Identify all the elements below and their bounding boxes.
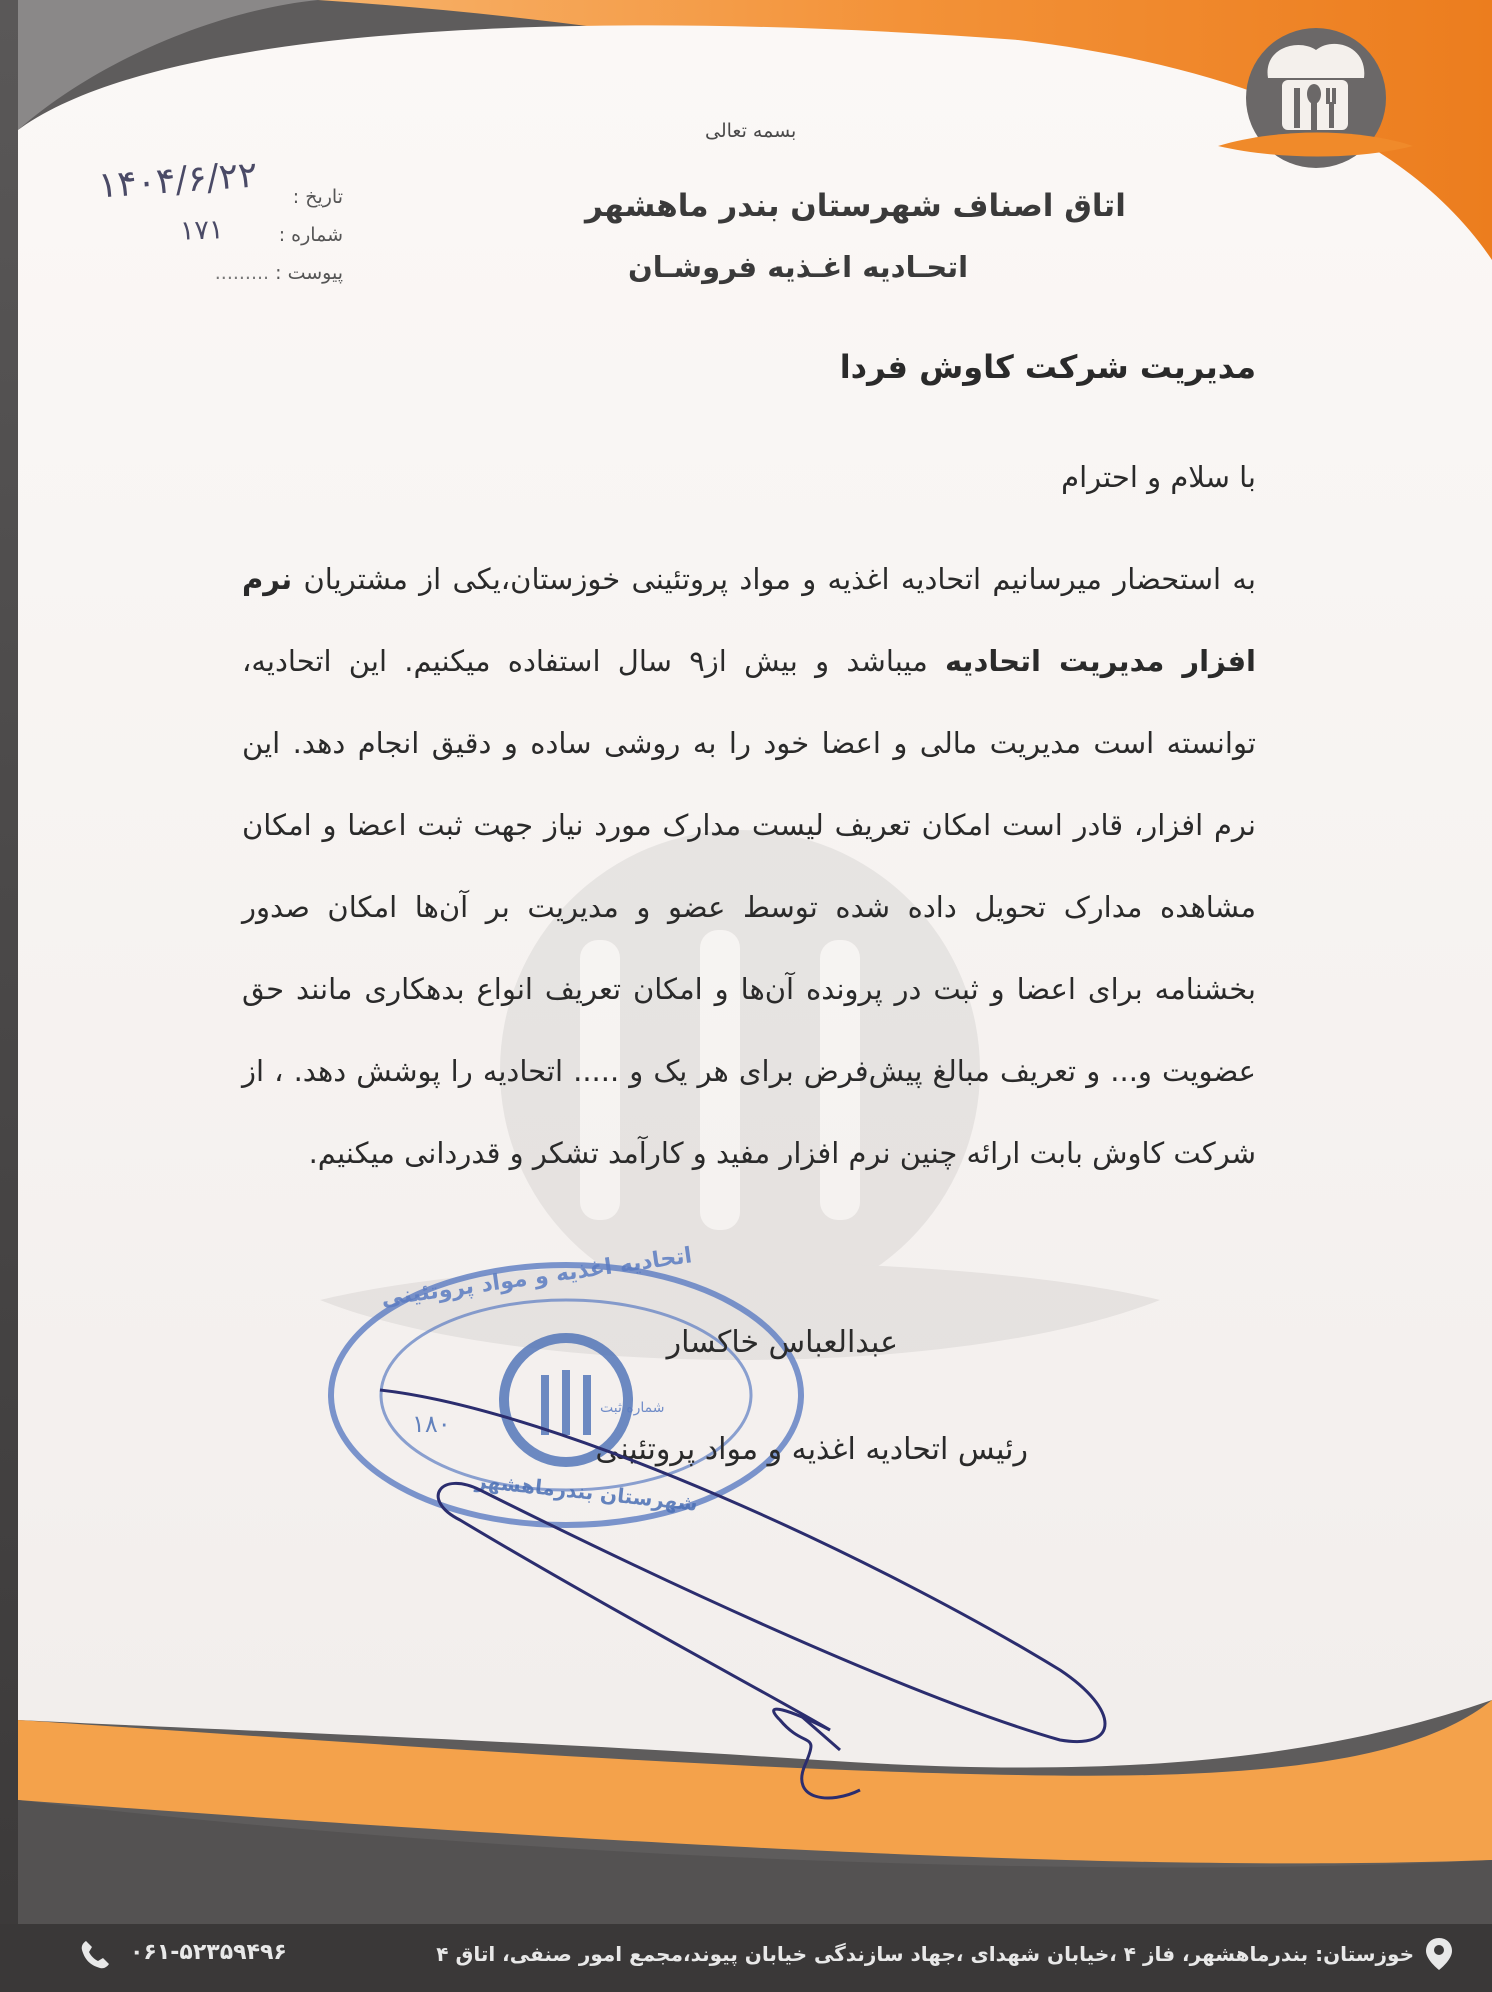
letter-greeting: با سلام و احترام (1061, 460, 1256, 494)
stamp-ring-text: اتحادیه اغذیه و مواد پروتئینی (379, 1243, 694, 1312)
letter-body (242, 538, 1256, 1194)
attachment-dots: ......... (214, 262, 270, 284)
letter-recipient: مدیریت شرکت کاوش فردا (839, 348, 1256, 386)
stamp-reg-number: ۱۸۰ (412, 1410, 451, 1438)
signer-title: رئیس اتحادیه اغذیه و مواد پروتئینی (595, 1432, 1028, 1467)
attachment-row (168, 254, 343, 292)
attachment-label: پیوست : (275, 262, 343, 284)
location-pin-icon (1424, 1936, 1454, 1972)
handwritten-signature (360, 1370, 1140, 1830)
org-name-line2: اتحـادیه اغـذیه فروشـان (628, 250, 969, 284)
signer-name: عبدالعباس خاکسار (666, 1325, 898, 1360)
number-label: شماره : (278, 224, 343, 246)
union-logo-icon (1208, 18, 1418, 188)
body-part1: به استحضار میرسانیم اتحادیه اغذیه و مواد پروتئینی خوزستان،یکی از مشتریان (292, 562, 1256, 596)
date-label: تاریخ : (292, 186, 343, 208)
body-bold-product: نرم افزار مدیریت اتحادیه (242, 562, 1256, 678)
body-part2: میباشد و بیش از۹ سال استفاده میکنیم. این اتحادیه، توانسته است مدیریت مالی و اعضا خود را به روشی ساده و دقیق انجام دهد. این نرم افزار، قادر است امکان تعریف لیست مدارک مورد نیاز جهت ثبت اعضا و امکان مشاهده مدارک تحویل داده شده توسط عضو و مدیریت بر آن‌ها امکان صدور بخشنامه برای اعضا و ثبت در پرونده آن‌ها و امکان تعریف انواع بدهکاری مانند حق عضویت و... و تعریف مبالغ پیش‌فرض برای هر یک و ..... اتحادیه را پوشش دهد. ، از شرکت کاوش بابت ارائه چنین نرم افزار مفید و کارآمد تشکر و قدردانی میکنیم. (242, 644, 1256, 1170)
phone-icon (78, 1938, 112, 1972)
handwritten-number: ۱۷۱ (179, 214, 225, 247)
stamp-reg-label: شماره ثبت (600, 1400, 665, 1416)
basmala-heading: بسمه تعالی (705, 120, 797, 142)
handwritten-date: ۱۴۰۴/۶/۲۲ (96, 154, 259, 207)
org-name-line1: اتاق اصناف شهرستان بندر ماهشهر (585, 188, 1126, 224)
footer-address: خوزستان: بندرماهشهر، فاز ۴ ،خیابان شهدای ،جهاد سازندگی خیابان پیوند،مجمع امور صنفی، اتاق ۴ (436, 1942, 1414, 1966)
footer-phone: ۰۶۱-۵۲۳۵۹۴۹۶ (130, 1940, 287, 1965)
stamp-bottom-text: شهرستان بندرماهشهر (474, 1468, 699, 1516)
